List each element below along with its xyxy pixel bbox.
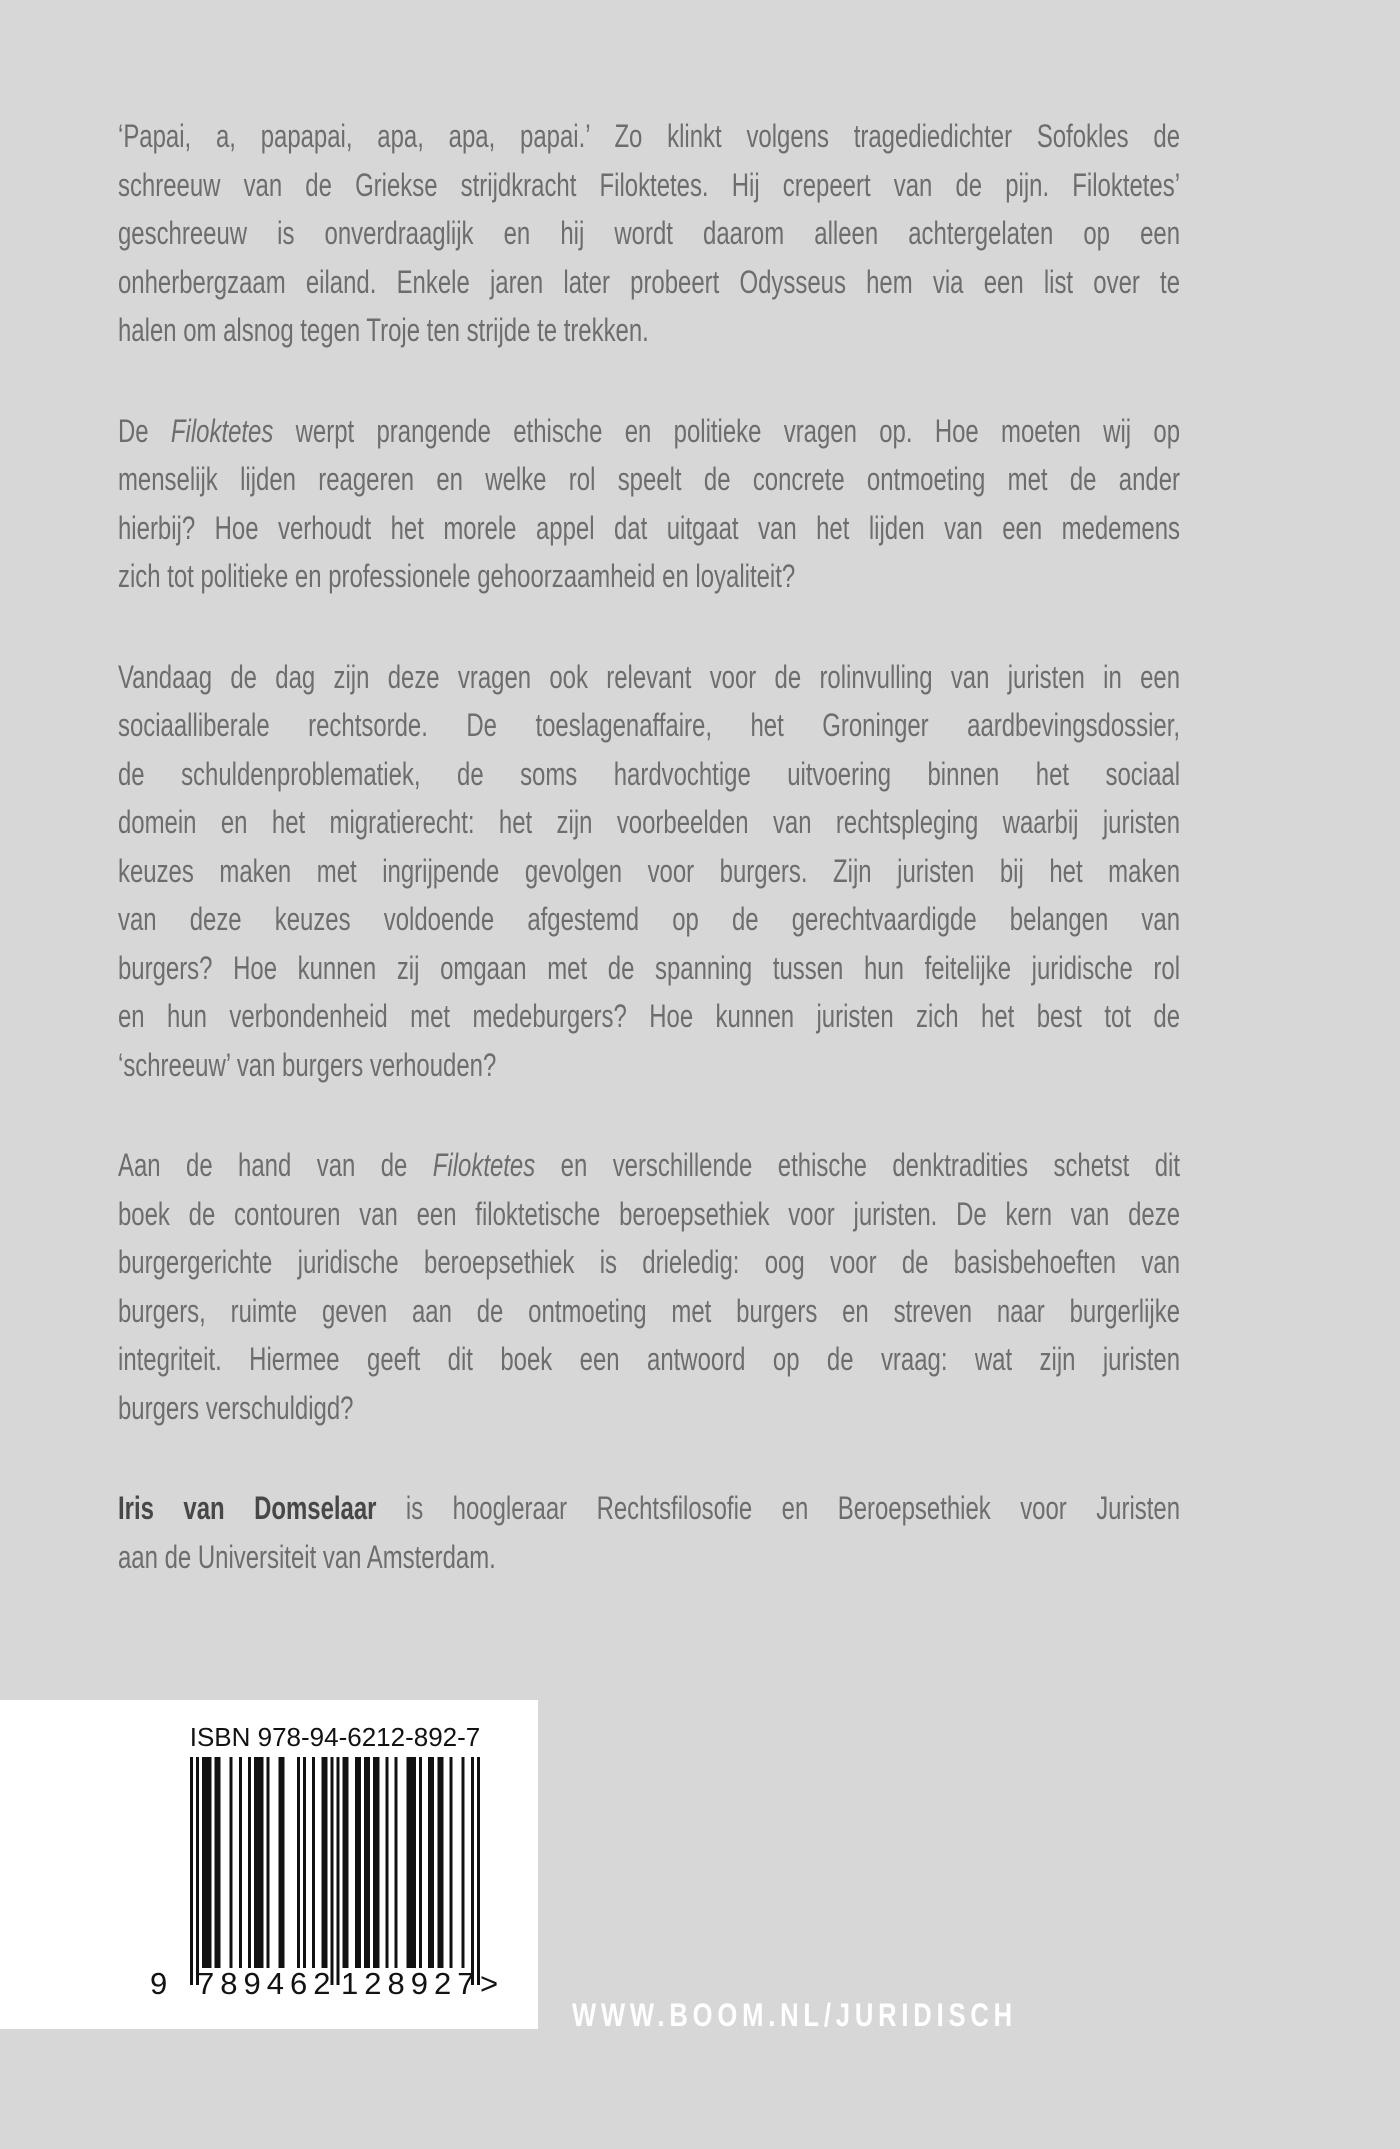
blurb-paragraph xyxy=(118,112,1180,355)
blurb-line: van deze keuzes voldoende afgestemd op de gerechtvaardigde belangen van xyxy=(118,901,1181,937)
blurb-line: sociaalliberale rechtsorde. De toeslagenaffaire, het Groninger aardbevingsdossier, xyxy=(118,707,1181,743)
blurb-line: schreeuw van de Griekse strijdkracht Filoktetes. Hij crepeert van de pijn. Filoktetes’ xyxy=(118,166,1181,203)
blurb-line: de schuldenproblematiek, de soms hardvochtige uitvoering binnen het sociaal xyxy=(118,755,1181,792)
blurb-line: zich tot politieke en professionele gehoorzaamheid en loyaliteit? xyxy=(118,558,796,594)
blurb-line: ‘Papai, a, papapai, apa, apa, papai.’ Zo klinkt volgens tragediedichter Sofokles de xyxy=(118,118,1181,154)
blurb-line: boek de contouren van een filoktetische beroepsethiek voor juristen. De kern van deze xyxy=(118,1195,1181,1232)
blurb-line: aan de Universiteit van Amsterdam. xyxy=(118,1538,496,1575)
blurb-line: menselijk lijden reageren en welke rol speelt de concrete ontmoeting met de ander xyxy=(118,461,1181,497)
ean13-barcode xyxy=(190,1757,480,1985)
barcode-group-right: 128927 xyxy=(341,1966,481,2001)
blurb-line: Aan de hand van de Filoktetes en verschillende ethische denktradities schetst dit xyxy=(118,1147,1181,1183)
blurb-line: geschreeuw is onverdraaglijk en hij wordt daarom alleen achtergelaten op een xyxy=(118,215,1181,251)
blurb-paragraph xyxy=(118,1484,1180,1581)
blurb-line: ‘schreeuw’ van burgers verhouden? xyxy=(118,1046,497,1083)
blurb-line: De Filoktetes werpt prangende ethische en politieke vragen op. Hoe moeten wij op xyxy=(118,412,1181,449)
blurb-line: burgers, ruimte geven aan de ontmoeting met burgers en streven naar burgerlijke xyxy=(118,1292,1181,1329)
publisher-url: WWW.BOOM.NL/JURIDISCH xyxy=(572,1997,1017,2033)
blurb-line: Iris van Domselaar is hoogleraar Rechtsfilosofie en Beroepsethiek voor Juristen xyxy=(118,1490,1181,1526)
barcode-group-left: 789462 xyxy=(197,1966,337,2001)
blurb-line: en hun verbondenheid met medeburgers? Hoe kunnen juristen zich het best tot de xyxy=(118,998,1181,1034)
blurb-paragraph xyxy=(118,407,1180,601)
isbn-number: ISBN 978-94-6212-892-7 xyxy=(189,1722,481,1752)
blurb-line: burgergerichte juridische beroepsethiek is drieledig: oog voor de basisbehoeften van xyxy=(118,1244,1181,1280)
isbn-panel xyxy=(0,1700,538,2029)
blurb-line: burgers? Hoe kunnen zij omgaan met de spanning tussen hun feitelijke juridische rol xyxy=(118,949,1181,986)
blurb-line: onherbergzaam eiland. Enkele jaren later probeert Odysseus hem via een list over te xyxy=(118,263,1181,300)
blurb-text xyxy=(118,112,1180,1581)
blurb-line: halen om alsnog tegen Troje ten strijde te trekken. xyxy=(118,312,649,348)
blurb-line: domein en het migratierecht: het zijn voorbeelden van rechtspleging waarbij juristen xyxy=(118,804,1181,840)
barcode-digits xyxy=(0,1966,538,2006)
blurb-paragraph xyxy=(118,653,1180,1090)
blurb-line: keuzes maken met ingrijpende gevolgen voor burgers. Zijn juristen bij het maken xyxy=(118,852,1181,889)
blurb-line: burgers verschuldigd? xyxy=(118,1389,354,1426)
blurb-line: integriteit. Hiermee geeft dit boek een antwoord op de vraag: wat zijn juristen xyxy=(118,1341,1181,1377)
barcode-digit-lead: 9 xyxy=(150,1966,168,2001)
blurb-line: Vandaag de dag zijn deze vragen ook relevant voor de rolinvulling van juristen in een xyxy=(118,658,1181,695)
barcode-end-symbol: > xyxy=(480,1966,499,2001)
blurb-paragraph xyxy=(118,1141,1180,1432)
blurb-line: hierbij? Hoe verhoudt het morele appel dat uitgaat van het lijden van een medemens xyxy=(118,509,1181,546)
